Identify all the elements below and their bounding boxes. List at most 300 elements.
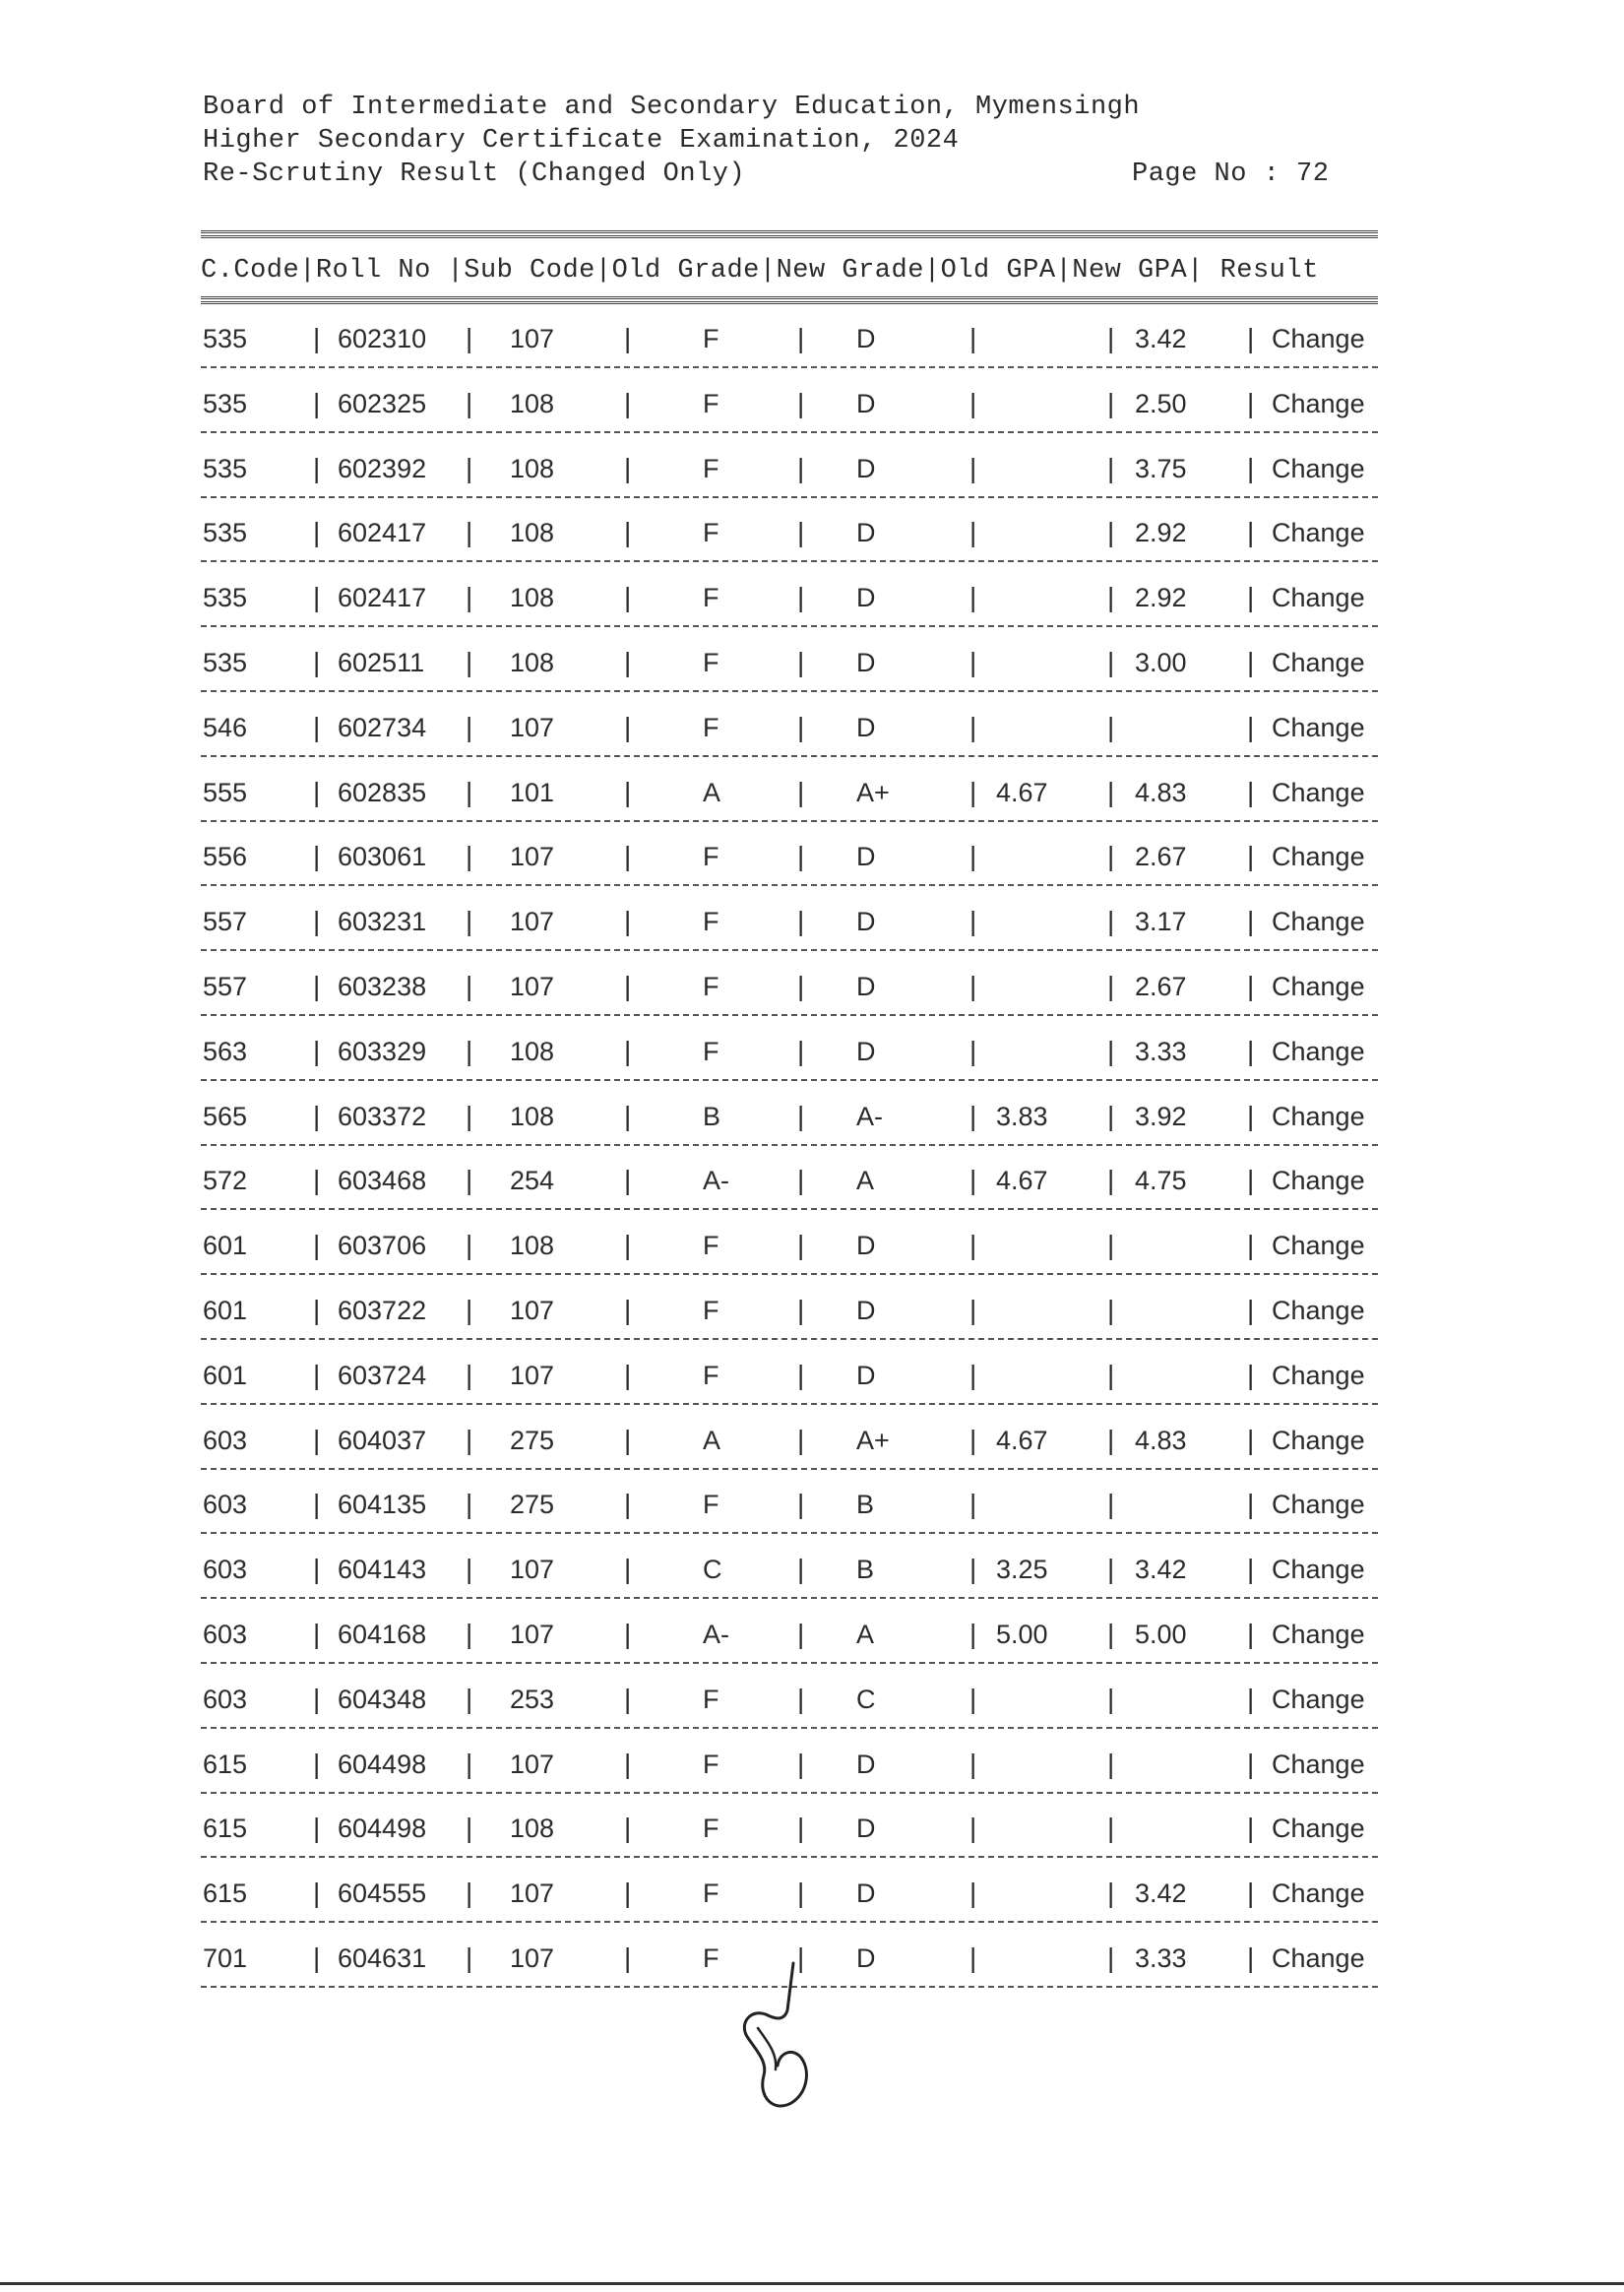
column-divider: | — [1247, 711, 1255, 742]
column-divider: | — [797, 1424, 805, 1455]
result-cell: Change — [1272, 712, 1365, 742]
old-grade-cell: A — [703, 1425, 721, 1455]
column-divider: | — [1107, 1683, 1115, 1714]
old-grade-cell: B — [703, 1101, 721, 1131]
old-grade-cell: F — [703, 1231, 719, 1261]
roll-number-cell: 603231 — [338, 907, 427, 937]
column-divider: | — [969, 841, 977, 872]
report-title: Re-Scrutiny Result (Changed Only) — [203, 159, 746, 189]
row-separator — [201, 1597, 1378, 1599]
column-divider: | — [969, 323, 977, 353]
table-row — [0, 1552, 1624, 1617]
column-divider: | — [969, 1554, 977, 1585]
old-grade-cell: F — [703, 1684, 719, 1714]
column-divider: | — [797, 1489, 805, 1520]
table-row — [0, 839, 1624, 904]
column-divider: | — [1247, 1683, 1255, 1714]
new-gpa-cell: 3.92 — [1135, 1101, 1187, 1131]
subject-code-cell: 107 — [510, 1878, 555, 1909]
new-grade-cell: B — [856, 1490, 875, 1520]
column-divider: | — [797, 971, 805, 1001]
column-divider: | — [969, 517, 977, 548]
subject-code-cell: 107 — [510, 1296, 555, 1325]
column-divider: | — [466, 1683, 473, 1714]
column-divider: | — [313, 1100, 321, 1131]
column-divider: | — [1107, 582, 1115, 613]
course-code-cell: 572 — [203, 1166, 248, 1196]
course-code-cell: 615 — [203, 1749, 248, 1779]
column-divider: | — [1247, 1165, 1255, 1196]
subject-code-cell: 107 — [510, 324, 555, 353]
page-bottom-rule — [0, 2282, 1624, 2285]
table-row — [0, 515, 1624, 580]
row-separator — [201, 1468, 1378, 1470]
column-divider: | — [313, 1295, 321, 1325]
column-divider: | — [466, 1619, 473, 1649]
column-divider: | — [797, 517, 805, 548]
course-code-cell: 603 — [203, 1555, 248, 1585]
column-divider: | — [313, 1230, 321, 1261]
result-cell: Change — [1272, 324, 1365, 353]
old-gpa-cell: 4.67 — [996, 777, 1048, 807]
column-divider: | — [797, 323, 805, 353]
new-grade-cell: D — [856, 388, 876, 418]
roll-number-cell: 602417 — [338, 518, 427, 548]
old-grade-cell: F — [703, 972, 719, 1001]
column-divider: | — [624, 1295, 632, 1325]
column-divider: | — [466, 647, 473, 677]
column-divider: | — [1247, 1619, 1255, 1649]
column-divider: | — [1247, 1813, 1255, 1844]
column-divider: | — [1247, 1878, 1255, 1909]
column-divider: | — [313, 1035, 321, 1066]
new-gpa-cell: 3.17 — [1135, 907, 1187, 937]
course-code-cell: 601 — [203, 1231, 248, 1261]
course-code-cell: 535 — [203, 583, 248, 613]
course-code-cell: 535 — [203, 518, 248, 548]
course-code-cell: 556 — [203, 842, 248, 872]
result-cell: Change — [1272, 648, 1365, 677]
new-gpa-cell: 2.50 — [1135, 388, 1187, 418]
new-gpa-cell: 5.00 — [1135, 1620, 1187, 1649]
course-code-cell: 603 — [203, 1490, 248, 1520]
column-divider: | — [466, 1230, 473, 1261]
subject-code-cell: 107 — [510, 1555, 555, 1585]
roll-number-cell: 603468 — [338, 1166, 427, 1196]
old-grade-cell: A- — [703, 1620, 729, 1649]
column-divider: | — [1107, 1424, 1115, 1455]
column-divider: | — [466, 1554, 473, 1585]
old-gpa-cell: 4.67 — [996, 1166, 1048, 1196]
column-divider: | — [969, 971, 977, 1001]
column-divider: | — [969, 1683, 977, 1714]
column-divider: | — [313, 1813, 321, 1844]
course-code-cell: 546 — [203, 712, 248, 742]
subject-code-cell: 108 — [510, 518, 555, 548]
column-divider: | — [624, 1748, 632, 1779]
result-cell: Change — [1272, 388, 1365, 418]
roll-number-cell: 603061 — [338, 842, 427, 872]
course-code-cell: 615 — [203, 1878, 248, 1909]
column-divider: | — [466, 1359, 473, 1390]
column-divider: | — [313, 1489, 321, 1520]
roll-number-cell: 602310 — [338, 324, 427, 353]
row-separator — [201, 1014, 1378, 1016]
old-gpa-cell: 5.00 — [996, 1620, 1048, 1649]
row-separator — [201, 560, 1378, 562]
page-number: Page No : 72 — [1132, 159, 1330, 189]
column-divider: | — [797, 452, 805, 483]
new-gpa-cell: 3.33 — [1135, 1943, 1187, 1973]
column-divider: | — [969, 711, 977, 742]
old-grade-cell: C — [703, 1555, 722, 1585]
old-grade-cell: F — [703, 1943, 719, 1973]
old-grade-cell: F — [703, 648, 719, 677]
subject-code-cell: 107 — [510, 1749, 555, 1779]
result-cell: Change — [1272, 972, 1365, 1001]
result-cell: Change — [1272, 907, 1365, 937]
column-divider: | — [1247, 582, 1255, 613]
old-grade-cell: F — [703, 453, 719, 483]
row-separator — [201, 1273, 1378, 1275]
course-code-cell: 601 — [203, 1296, 248, 1325]
exam-title: Higher Secondary Certificate Examination, 2024 — [203, 126, 960, 156]
column-divider: | — [1107, 1165, 1115, 1196]
column-divider: | — [1247, 841, 1255, 872]
column-divider: | — [969, 582, 977, 613]
column-divider: | — [1247, 323, 1255, 353]
course-code-cell: 603 — [203, 1684, 248, 1714]
new-grade-cell: D — [856, 712, 876, 742]
new-gpa-cell: 2.67 — [1135, 842, 1187, 872]
column-divider: | — [1247, 1295, 1255, 1325]
result-cell: Change — [1272, 1036, 1365, 1066]
column-divider: | — [969, 1619, 977, 1649]
table-row — [0, 1682, 1624, 1747]
new-gpa-cell: 3.00 — [1135, 648, 1187, 677]
roll-number-cell: 604498 — [338, 1749, 427, 1779]
column-divider: | — [1107, 1100, 1115, 1131]
column-divider: | — [1247, 1554, 1255, 1585]
new-grade-cell: D — [856, 518, 876, 548]
new-gpa-cell: 4.75 — [1135, 1166, 1187, 1196]
column-divider: | — [969, 1424, 977, 1455]
column-divider: | — [624, 1683, 632, 1714]
column-divider: | — [624, 1813, 632, 1844]
course-code-cell: 557 — [203, 972, 248, 1001]
result-cell: Change — [1272, 777, 1365, 807]
result-cell: Change — [1272, 1166, 1365, 1196]
column-divider: | — [797, 582, 805, 613]
new-gpa-cell: 3.42 — [1135, 324, 1187, 353]
column-divider: | — [624, 711, 632, 742]
column-divider: | — [1247, 971, 1255, 1001]
row-separator — [201, 884, 1378, 886]
column-divider: | — [466, 776, 473, 807]
column-divider: | — [1107, 1619, 1115, 1649]
column-divider: | — [1107, 1554, 1115, 1585]
column-divider: | — [466, 1813, 473, 1844]
column-divider: | — [1247, 1100, 1255, 1131]
table-row — [0, 1358, 1624, 1423]
column-divider: | — [313, 1878, 321, 1909]
column-divider: | — [797, 1813, 805, 1844]
column-divider: | — [624, 971, 632, 1001]
column-header: C.Code|Roll No |Sub Code|Old Grade|New Grade|Old GPA|New GPA| Result — [201, 256, 1319, 286]
column-divider: | — [1107, 1748, 1115, 1779]
column-divider: | — [797, 1878, 805, 1909]
board-title: Board of Intermediate and Secondary Education, Mymensingh — [203, 93, 1141, 122]
roll-number-cell: 604135 — [338, 1490, 427, 1520]
old-grade-cell: F — [703, 842, 719, 872]
column-divider: | — [313, 1683, 321, 1714]
column-divider: | — [797, 647, 805, 677]
course-code-cell: 535 — [203, 388, 248, 418]
old-grade-cell: F — [703, 1814, 719, 1844]
new-grade-cell: D — [856, 583, 876, 613]
row-separator — [201, 366, 1378, 368]
column-divider: | — [313, 517, 321, 548]
column-divider: | — [466, 1035, 473, 1066]
column-divider: | — [313, 323, 321, 353]
row-separator — [201, 1208, 1378, 1210]
subject-code-cell: 253 — [510, 1684, 555, 1714]
table-row — [0, 1617, 1624, 1682]
column-divider: | — [466, 906, 473, 937]
column-divider: | — [969, 1035, 977, 1066]
table-row — [0, 1034, 1624, 1099]
roll-number-cell: 604348 — [338, 1684, 427, 1714]
column-divider: | — [1247, 387, 1255, 418]
roll-number-cell: 602417 — [338, 583, 427, 613]
column-divider: | — [624, 387, 632, 418]
column-divider: | — [624, 582, 632, 613]
new-grade-cell: D — [856, 1749, 876, 1779]
old-grade-cell: F — [703, 1490, 719, 1520]
column-divider: | — [1107, 1878, 1115, 1909]
table-row — [0, 904, 1624, 969]
column-divider: | — [1107, 1230, 1115, 1261]
new-grade-cell: B — [856, 1555, 875, 1585]
column-divider: | — [797, 387, 805, 418]
result-cell: Change — [1272, 518, 1365, 548]
column-divider: | — [313, 1942, 321, 1973]
column-divider: | — [466, 1748, 473, 1779]
course-code-cell: 535 — [203, 648, 248, 677]
table-row — [0, 775, 1624, 840]
column-divider: | — [1107, 1489, 1115, 1520]
result-cell: Change — [1272, 1684, 1365, 1714]
column-divider: | — [1247, 1035, 1255, 1066]
table-row — [0, 710, 1624, 775]
column-divider: | — [1247, 1230, 1255, 1261]
column-divider: | — [466, 1489, 473, 1520]
column-divider: | — [969, 387, 977, 418]
column-divider: | — [1247, 1424, 1255, 1455]
column-divider: | — [1247, 1489, 1255, 1520]
old-grade-cell: F — [703, 1749, 719, 1779]
table-row — [0, 1423, 1624, 1488]
new-gpa-cell: 2.67 — [1135, 972, 1187, 1001]
old-grade-cell: F — [703, 1036, 719, 1066]
column-divider: | — [313, 1554, 321, 1585]
row-separator — [201, 1079, 1378, 1081]
column-divider: | — [797, 1295, 805, 1325]
subject-code-cell: 108 — [510, 1231, 555, 1261]
column-divider: | — [1247, 1359, 1255, 1390]
row-separator — [201, 1662, 1378, 1664]
column-divider: | — [624, 1619, 632, 1649]
new-grade-cell: C — [856, 1684, 876, 1714]
handwritten-signature — [709, 1959, 846, 2127]
row-separator — [201, 496, 1378, 498]
column-divider: | — [313, 647, 321, 677]
column-divider: | — [1107, 1359, 1115, 1390]
result-cell: Change — [1272, 1878, 1365, 1909]
table-row — [0, 386, 1624, 451]
course-code-cell: 603 — [203, 1620, 248, 1649]
new-gpa-cell: 4.83 — [1135, 1425, 1187, 1455]
old-grade-cell: F — [703, 518, 719, 548]
column-divider: | — [313, 1748, 321, 1779]
column-divider: | — [466, 1165, 473, 1196]
subject-code-cell: 108 — [510, 583, 555, 613]
column-divider: | — [466, 1100, 473, 1131]
subject-code-cell: 107 — [510, 972, 555, 1001]
column-divider: | — [624, 1554, 632, 1585]
column-divider: | — [1107, 452, 1115, 483]
column-divider: | — [797, 1035, 805, 1066]
column-divider: | — [1107, 1295, 1115, 1325]
result-cell: Change — [1272, 1749, 1365, 1779]
new-grade-cell: D — [856, 1036, 876, 1066]
row-separator — [201, 755, 1378, 757]
result-cell: Change — [1272, 1555, 1365, 1585]
column-divider: | — [624, 517, 632, 548]
column-divider: | — [1107, 517, 1115, 548]
course-code-cell: 563 — [203, 1036, 248, 1066]
column-divider: | — [969, 1165, 977, 1196]
column-divider: | — [624, 1489, 632, 1520]
old-grade-cell: F — [703, 583, 719, 613]
column-divider: | — [313, 1165, 321, 1196]
result-cell: Change — [1272, 1101, 1365, 1131]
course-code-cell: 701 — [203, 1943, 248, 1973]
table-row — [0, 1163, 1624, 1228]
column-divider: | — [969, 1813, 977, 1844]
row-separator — [201, 1144, 1378, 1146]
new-grade-cell: A+ — [856, 777, 890, 807]
column-divider: | — [624, 647, 632, 677]
column-divider: | — [797, 1619, 805, 1649]
column-divider: | — [797, 1230, 805, 1261]
header-separator-top — [201, 230, 1378, 238]
course-code-cell: 535 — [203, 324, 248, 353]
column-divider: | — [797, 776, 805, 807]
column-divider: | — [1107, 1942, 1115, 1973]
new-gpa-cell: 4.83 — [1135, 777, 1187, 807]
column-divider: | — [313, 971, 321, 1001]
column-divider: | — [313, 1619, 321, 1649]
result-cell: Change — [1272, 1296, 1365, 1325]
column-divider: | — [797, 1100, 805, 1131]
column-divider: | — [797, 1165, 805, 1196]
result-cell: Change — [1272, 453, 1365, 483]
result-cell: Change — [1272, 583, 1365, 613]
column-divider: | — [1107, 1035, 1115, 1066]
new-grade-cell: D — [856, 907, 876, 937]
roll-number-cell: 602734 — [338, 712, 427, 742]
column-divider: | — [624, 1100, 632, 1131]
roll-number-cell: 604143 — [338, 1555, 427, 1585]
column-divider: | — [1107, 711, 1115, 742]
column-divider: | — [466, 1942, 473, 1973]
column-divider: | — [969, 776, 977, 807]
table-row — [0, 1747, 1624, 1812]
new-grade-cell: D — [856, 1296, 876, 1325]
column-divider: | — [466, 452, 473, 483]
row-separator — [201, 1403, 1378, 1405]
roll-number-cell: 603724 — [338, 1360, 427, 1390]
column-divider: | — [1107, 1813, 1115, 1844]
subject-code-cell: 107 — [510, 1943, 555, 1973]
new-gpa-cell: 2.92 — [1135, 583, 1187, 613]
header-separator-bottom — [201, 296, 1378, 304]
new-grade-cell: D — [856, 1231, 876, 1261]
subject-code-cell: 108 — [510, 1101, 555, 1131]
subject-code-cell: 107 — [510, 907, 555, 937]
new-grade-cell: A- — [856, 1101, 883, 1131]
subject-code-cell: 275 — [510, 1490, 555, 1520]
row-separator — [201, 1338, 1378, 1340]
column-divider: | — [797, 1748, 805, 1779]
row-separator — [201, 1532, 1378, 1534]
column-divider: | — [969, 1295, 977, 1325]
old-grade-cell: A- — [703, 1166, 729, 1196]
column-divider: | — [1107, 971, 1115, 1001]
roll-number-cell: 603238 — [338, 972, 427, 1001]
row-separator — [201, 1921, 1378, 1923]
old-grade-cell: F — [703, 907, 719, 937]
table-row — [0, 321, 1624, 386]
roll-number-cell: 604498 — [338, 1814, 427, 1844]
column-divider: | — [313, 841, 321, 872]
column-divider: | — [1247, 1942, 1255, 1973]
subject-code-cell: 108 — [510, 1814, 555, 1844]
column-divider: | — [1247, 647, 1255, 677]
column-divider: | — [969, 1359, 977, 1390]
table-row — [0, 645, 1624, 710]
result-cell: Change — [1272, 1814, 1365, 1844]
row-separator — [201, 1792, 1378, 1794]
column-divider: | — [466, 1878, 473, 1909]
result-cell: Change — [1272, 842, 1365, 872]
roll-number-cell: 602392 — [338, 453, 427, 483]
subject-code-cell: 107 — [510, 1620, 555, 1649]
subject-code-cell: 107 — [510, 842, 555, 872]
column-divider: | — [1247, 1748, 1255, 1779]
column-divider: | — [624, 1359, 632, 1390]
column-divider: | — [624, 452, 632, 483]
column-divider: | — [969, 1878, 977, 1909]
column-divider: | — [797, 841, 805, 872]
new-grade-cell: D — [856, 453, 876, 483]
old-gpa-cell: 3.25 — [996, 1555, 1048, 1585]
column-divider: | — [466, 841, 473, 872]
column-divider: | — [624, 776, 632, 807]
new-grade-cell: D — [856, 842, 876, 872]
course-code-cell: 557 — [203, 907, 248, 937]
